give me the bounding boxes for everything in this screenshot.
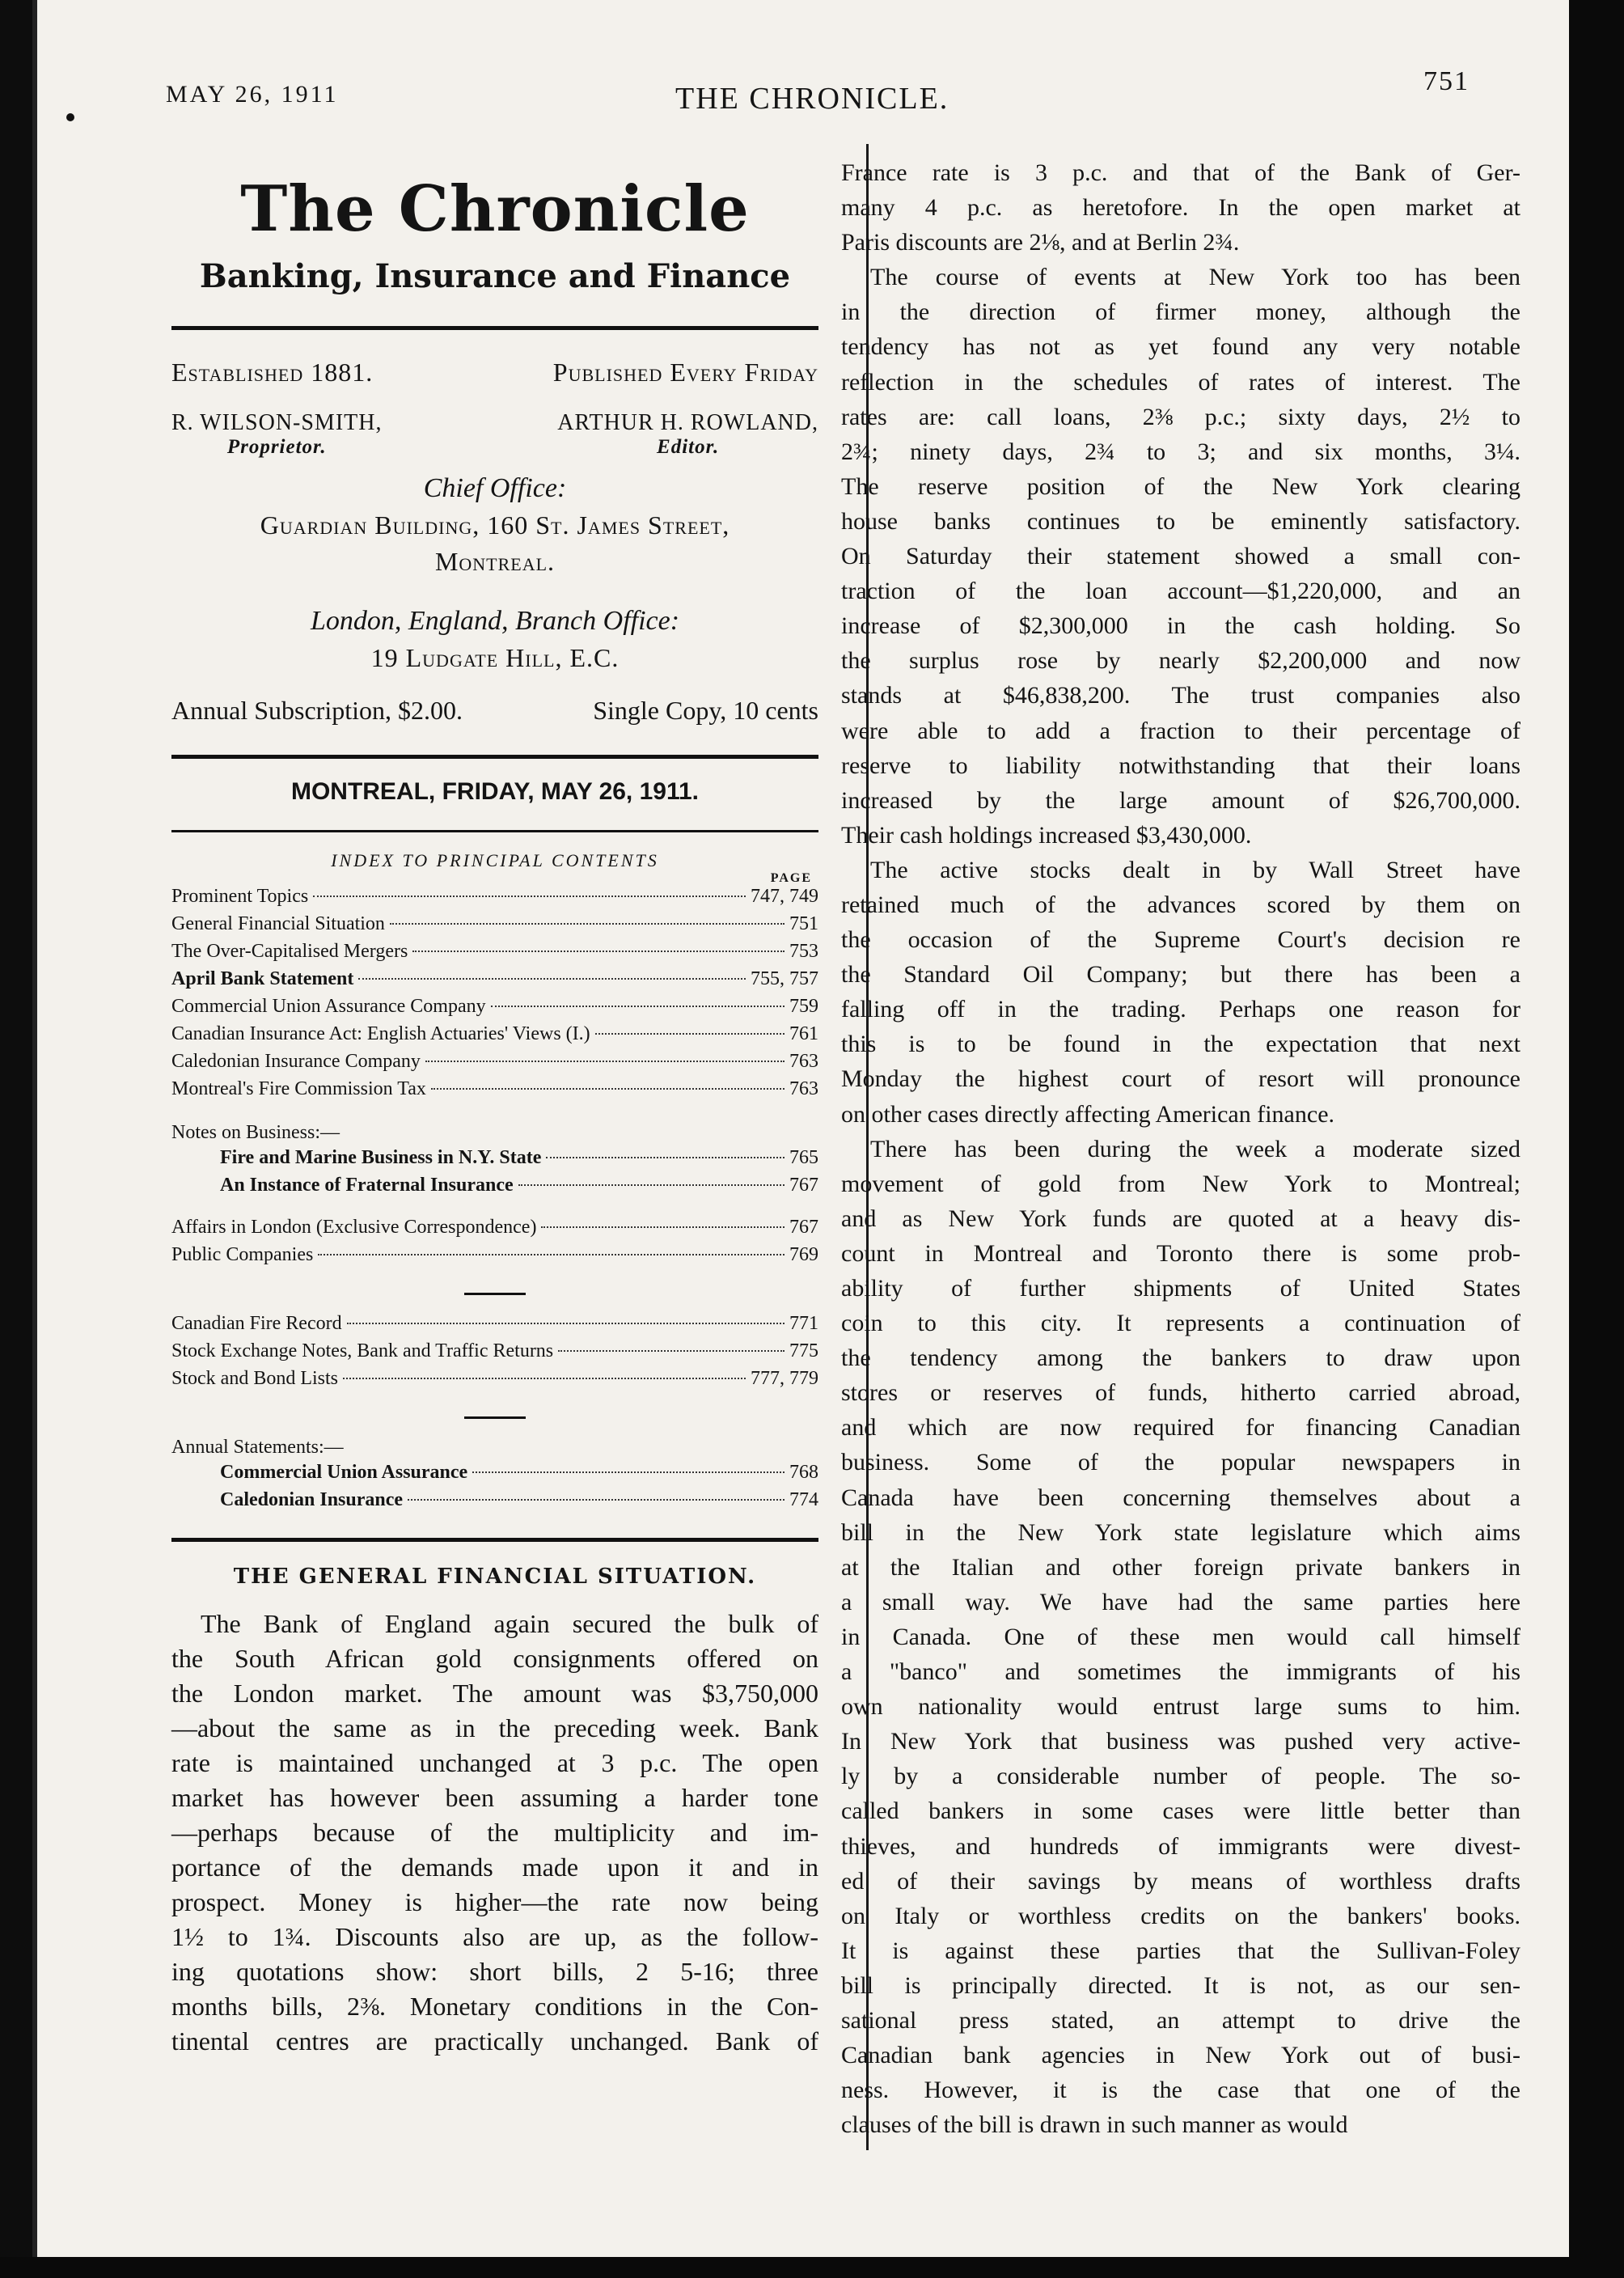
text-line: months bills, 2⅜. Monetary conditions in the Con-	[171, 1991, 818, 2021]
dot-leader	[541, 1226, 785, 1228]
text-line: at the Italian and other foreign private bankers in	[841, 1553, 1520, 1581]
index-entry-title: April Bank Statement	[171, 968, 354, 989]
running-head-title: THE CHRONICLE.	[675, 82, 949, 116]
index-entry-page: 775	[789, 1340, 818, 1361]
text-line: tinental centres are practically unchanged. Bank of	[171, 2026, 818, 2056]
index-entry	[171, 996, 818, 1023]
article-body-left	[171, 1607, 818, 2059]
text-line: clauses of the bill is drawn in such manner as would	[841, 2111, 1348, 2139]
text-line: traction of the loan account—$1,220,000, and an	[841, 578, 1520, 605]
text-line: the South African gold consignments offered on	[171, 1643, 818, 1673]
subscription-row	[171, 696, 818, 726]
text-line: called bankers in some cases were little better than	[841, 1797, 1520, 1825]
index-entry-title: Caledonian Insurance Company	[171, 1050, 421, 1072]
text-line: prospect. Money is higher—the rate now being	[171, 1886, 818, 1916]
text-line: ness. However, it is the case that one of the	[841, 2077, 1520, 2104]
text-line: There has been during the week a moderate sized	[870, 1135, 1520, 1162]
dot-leader	[390, 923, 785, 925]
text-line: this is to be found in the expectation that next	[841, 1031, 1520, 1058]
running-head-date: MAY 26, 1911	[166, 81, 339, 108]
text-line: retained much of the advances scored by them on	[841, 891, 1520, 918]
text-line: reserve to liability notwithstanding that their loans	[841, 752, 1520, 779]
rule	[171, 755, 818, 759]
index-entry	[171, 1147, 818, 1175]
index-entry-page: 771	[789, 1312, 818, 1334]
left-column	[171, 172, 818, 2059]
text-line: rate is maintained unchanged at 3 p.c. The open	[171, 1747, 818, 1777]
right-column	[841, 155, 1520, 2142]
index-entry-title: Public Companies	[171, 1243, 314, 1265]
text-line: Canadian bank agencies in New York out of busi-	[841, 2042, 1520, 2069]
editor-role: Editor.	[657, 435, 720, 458]
masthead-subtitle: Banking, Insurance and Finance	[199, 256, 791, 295]
text-line: rates are: call loans, 2⅜ p.c.; sixty days, 2½ to	[841, 403, 1520, 430]
editor-block	[557, 410, 818, 459]
text-line: reflection in the schedules of rates of interest. The	[841, 368, 1520, 396]
text-line: bill is principally directed. It is not, as our sen-	[841, 1971, 1520, 1999]
index-main-list	[171, 886, 818, 1106]
index-entry-title: An Instance of Fraternal Insurance	[220, 1174, 514, 1196]
index-notes-list	[171, 1147, 818, 1202]
text-line: Canada have been concerning themselves about a	[841, 1484, 1520, 1511]
text-line: 1½ to 1¾. Discounts also are up, as the follow-	[171, 1921, 818, 1951]
dot-leader	[347, 1323, 785, 1324]
dot-leader	[491, 1006, 785, 1007]
text-line: Monday the highest court of resort will pronounce	[841, 1065, 1520, 1093]
text-line: count in Montreal and Toronto there is some prob-	[841, 1239, 1520, 1267]
notes-label: Notes on Business:—	[171, 1121, 340, 1143]
index-entry-page: 767	[789, 1174, 818, 1196]
text-line: business. Some of the popular newspapers in	[841, 1449, 1520, 1476]
masthead-title: The Chronicle	[240, 172, 750, 246]
dot-leader	[558, 1350, 785, 1352]
text-line: the London market. The amount was $3,750,000	[171, 1678, 818, 1708]
index-entry-title: Canadian Insurance Act: English Actuaries' Views (I.)	[171, 1023, 590, 1044]
index-entry	[171, 1244, 818, 1272]
text-line: France rate is 3 p.c. and that of the Bank of Ger-	[841, 159, 1520, 186]
text-line: the surplus rose by nearly $2,200,000 and now	[841, 647, 1520, 675]
index-entry-page: 755, 757	[751, 968, 818, 989]
index-entry	[171, 1217, 818, 1244]
index-entry	[171, 941, 818, 968]
index-entry-title: Caledonian Insurance	[220, 1488, 404, 1510]
chief-office-city: Montreal.	[434, 546, 556, 576]
index-entry-title: The Over-Capitalised Mergers	[171, 940, 408, 962]
text-line: a "banco" and sometimes the immigrants of his	[841, 1658, 1520, 1686]
dot-leader	[412, 951, 785, 952]
index-page-header: PAGE	[770, 870, 812, 885]
proprietor-role: Proprietor.	[226, 435, 327, 458]
annual-label: Annual Statements:—	[171, 1436, 344, 1458]
dot-leader	[472, 1471, 785, 1473]
index-entry-page: 759	[789, 995, 818, 1017]
index-entry	[171, 1340, 818, 1368]
dot-leader	[595, 1033, 785, 1035]
text-line: It is against these parties that the Sullivan-Foley	[841, 1937, 1520, 1964]
single-copy-price: Single Copy, 10 cents	[593, 695, 818, 725]
text-line: On Saturday their statement showed a small con-	[841, 543, 1520, 570]
index-entry-page: 774	[789, 1488, 818, 1510]
text-line: ly by a considerable number of people. The so-	[841, 1763, 1520, 1790]
text-line: movement of gold from New York to Montreal;	[841, 1170, 1520, 1197]
published-text: Published Every Friday	[552, 357, 818, 387]
annual-subscription: Annual Subscription, $2.00.	[171, 695, 463, 725]
article-heading: THE GENERAL FINANCIAL SITUATION.	[233, 1564, 757, 1589]
text-line: coin to this city. It represents a continuation of	[841, 1310, 1520, 1337]
index-entry	[171, 1051, 818, 1078]
text-line: the occasion of the Supreme Court's decision re	[841, 926, 1520, 954]
index-entry	[171, 1489, 818, 1517]
chief-office-label: Chief Office:	[423, 472, 567, 503]
text-line: —perhaps because of the multiplicity and im-	[171, 1817, 818, 1847]
index-entry-title: Stock and Bond Lists	[171, 1367, 339, 1389]
rule	[464, 1293, 526, 1295]
index-entry-title: Prominent Topics	[171, 885, 309, 907]
dot-leader	[358, 978, 746, 980]
text-line: market has however been assuming a harder tone	[171, 1782, 818, 1812]
index-entry	[171, 886, 818, 913]
scan-border-right	[1569, 0, 1624, 2278]
text-line: sational press stated, an attempt to drive the	[841, 2006, 1520, 2034]
text-line: 2¾; ninety days, 2¾ to 3; and six months, 3¼.	[841, 438, 1520, 465]
proprietor-block	[171, 410, 382, 459]
text-line: own nationality would entrust large sums to him.	[841, 1693, 1520, 1721]
text-line: increased by the large amount of $26,700,000.	[841, 786, 1520, 814]
text-line: portance of the demands made upon it and in	[171, 1852, 818, 1882]
index-entry	[171, 1462, 818, 1489]
proprietor-name: R. WILSON-SMITH,	[171, 409, 383, 435]
index-entry	[171, 913, 818, 941]
text-line: The reserve position of the New York clearing	[841, 472, 1520, 500]
index-entry-title: Stock Exchange Notes, Bank and Traffic Returns	[171, 1340, 554, 1361]
index-annual-list	[171, 1462, 818, 1517]
scan-border-bottom	[0, 2257, 1624, 2278]
index-entry-page: 777, 779	[751, 1367, 818, 1389]
index-entry	[171, 1078, 818, 1106]
text-line: stands at $46,838,200. The trust companies also	[841, 682, 1520, 709]
index-entry-title: Affairs in London (Exclusive Correspondence)	[171, 1216, 537, 1238]
text-line: The active stocks dealt in by Wall Street have	[870, 856, 1520, 883]
dot-leader	[518, 1184, 785, 1186]
text-line: The Bank of England again secured the bulk of	[201, 1608, 818, 1638]
text-line: Their cash holdings increased $3,430,000.	[841, 821, 1252, 849]
text-line: the Standard Oil Company; but there has been a	[841, 961, 1520, 989]
index-entry	[171, 1175, 818, 1202]
index-entry-page: 751	[789, 912, 818, 934]
editor-name: ARTHUR H. ROWLAND,	[557, 409, 818, 435]
article-body-right	[841, 155, 1520, 2142]
index-entry	[171, 1023, 818, 1051]
index-entry-title: General Financial Situation	[171, 912, 385, 934]
dot-leader	[343, 1378, 746, 1379]
text-line: bill in the New York state legislature which aims	[841, 1518, 1520, 1546]
index-entry-title: Canadian Fire Record	[171, 1312, 342, 1334]
text-line: in Canada. One of these men would call himself	[841, 1623, 1520, 1650]
dot-leader	[313, 896, 746, 897]
text-line: thieves, and hundreds of immigrants were divest-	[841, 1832, 1520, 1860]
rule	[464, 1416, 526, 1419]
text-line: ability of further shipments of United States	[841, 1275, 1520, 1302]
london-office-label: London, England, Branch Office:	[310, 605, 680, 636]
index-entry-title: Commercial Union Assurance Company	[171, 995, 486, 1017]
rule	[171, 326, 818, 330]
text-line: on Italy or worthless credits on the bankers' books.	[841, 1902, 1520, 1929]
text-line: many 4 p.c. as heretofore. In the open market at	[841, 194, 1520, 222]
text-line: increase of $2,300,000 in the cash holding. So	[841, 612, 1520, 640]
text-line: —about the same as in the preceding week. Bank	[171, 1713, 818, 1742]
chief-office-address: Guardian Building, 160 St. James Street,	[260, 510, 730, 540]
text-line: The course of events at New York too has been	[870, 264, 1520, 291]
text-line: Paris discounts are 2⅛, and at Berlin 2¾.	[841, 229, 1240, 256]
dot-leader	[408, 1499, 785, 1501]
index-entry	[171, 1313, 818, 1340]
text-line: in the direction of firmer money, although the	[841, 299, 1520, 326]
text-line: In New York that business was pushed very active-	[841, 1728, 1520, 1755]
index-title: INDEX TO PRINCIPAL CONTENTS	[331, 849, 659, 870]
dot-leader	[318, 1254, 785, 1255]
dot-leader	[546, 1157, 785, 1158]
index-entry-page: 763	[789, 1050, 818, 1072]
text-line: and as New York funds are quoted at a heavy dis-	[841, 1205, 1520, 1232]
rule	[171, 1538, 818, 1542]
index-entry-title: Fire and Marine Business in N.Y. State	[220, 1146, 542, 1168]
index-entry	[171, 1368, 818, 1395]
text-line: house banks continues to be eminently satisfactory.	[841, 507, 1520, 535]
index-records-list	[171, 1313, 818, 1395]
text-line: ed of their savings by means of worthless drafts	[841, 1867, 1520, 1895]
index-entry	[171, 968, 818, 996]
index-more-list	[171, 1217, 818, 1272]
text-line: on other cases directly affecting American finance.	[841, 1100, 1335, 1128]
text-line: tendency has not as yet found any very notable	[841, 333, 1520, 361]
text-line: were able to add a fraction to their percentage of	[841, 717, 1520, 744]
rule	[171, 830, 818, 832]
text-line: ing quotations show: short bills, 2 5-16; three	[171, 1956, 818, 1986]
index-entry-page: 769	[789, 1243, 818, 1265]
text-line: the tendency among the bankers to draw upon	[841, 1344, 1520, 1372]
index-entry-page: 763	[789, 1078, 818, 1099]
dot-leader	[425, 1061, 785, 1062]
index-entry-page: 747, 749	[751, 885, 818, 907]
staff-row	[171, 410, 818, 459]
text-line: falling off in the trading. Perhaps one reason for	[841, 996, 1520, 1023]
text-line: a small way. We have had the same parties here	[841, 1588, 1520, 1615]
index-entry-page: 753	[789, 940, 818, 962]
index-entry-title: Montreal's Fire Commission Tax	[171, 1078, 426, 1099]
index-entry-page: 761	[789, 1023, 818, 1044]
page-number: 751	[1423, 66, 1470, 96]
index-entry-page: 767	[789, 1216, 818, 1238]
text-line: and which are now required for financing Canadian	[841, 1414, 1520, 1442]
ink-spot	[66, 113, 74, 121]
text-line: stores or reserves of funds, hitherto carried abroad,	[841, 1379, 1520, 1407]
masthead-info-row	[171, 358, 818, 387]
index-entry-page: 768	[789, 1461, 818, 1483]
index-entry-page: 765	[789, 1146, 818, 1168]
london-office-address: 19 Ludgate Hill, E.C.	[370, 642, 620, 672]
dateline: MONTREAL, FRIDAY, MAY 26, 1911.	[290, 777, 700, 805]
established-text: Established 1881.	[171, 357, 374, 387]
index-entry-title: Commercial Union Assurance	[220, 1461, 468, 1483]
dot-leader	[431, 1088, 785, 1090]
